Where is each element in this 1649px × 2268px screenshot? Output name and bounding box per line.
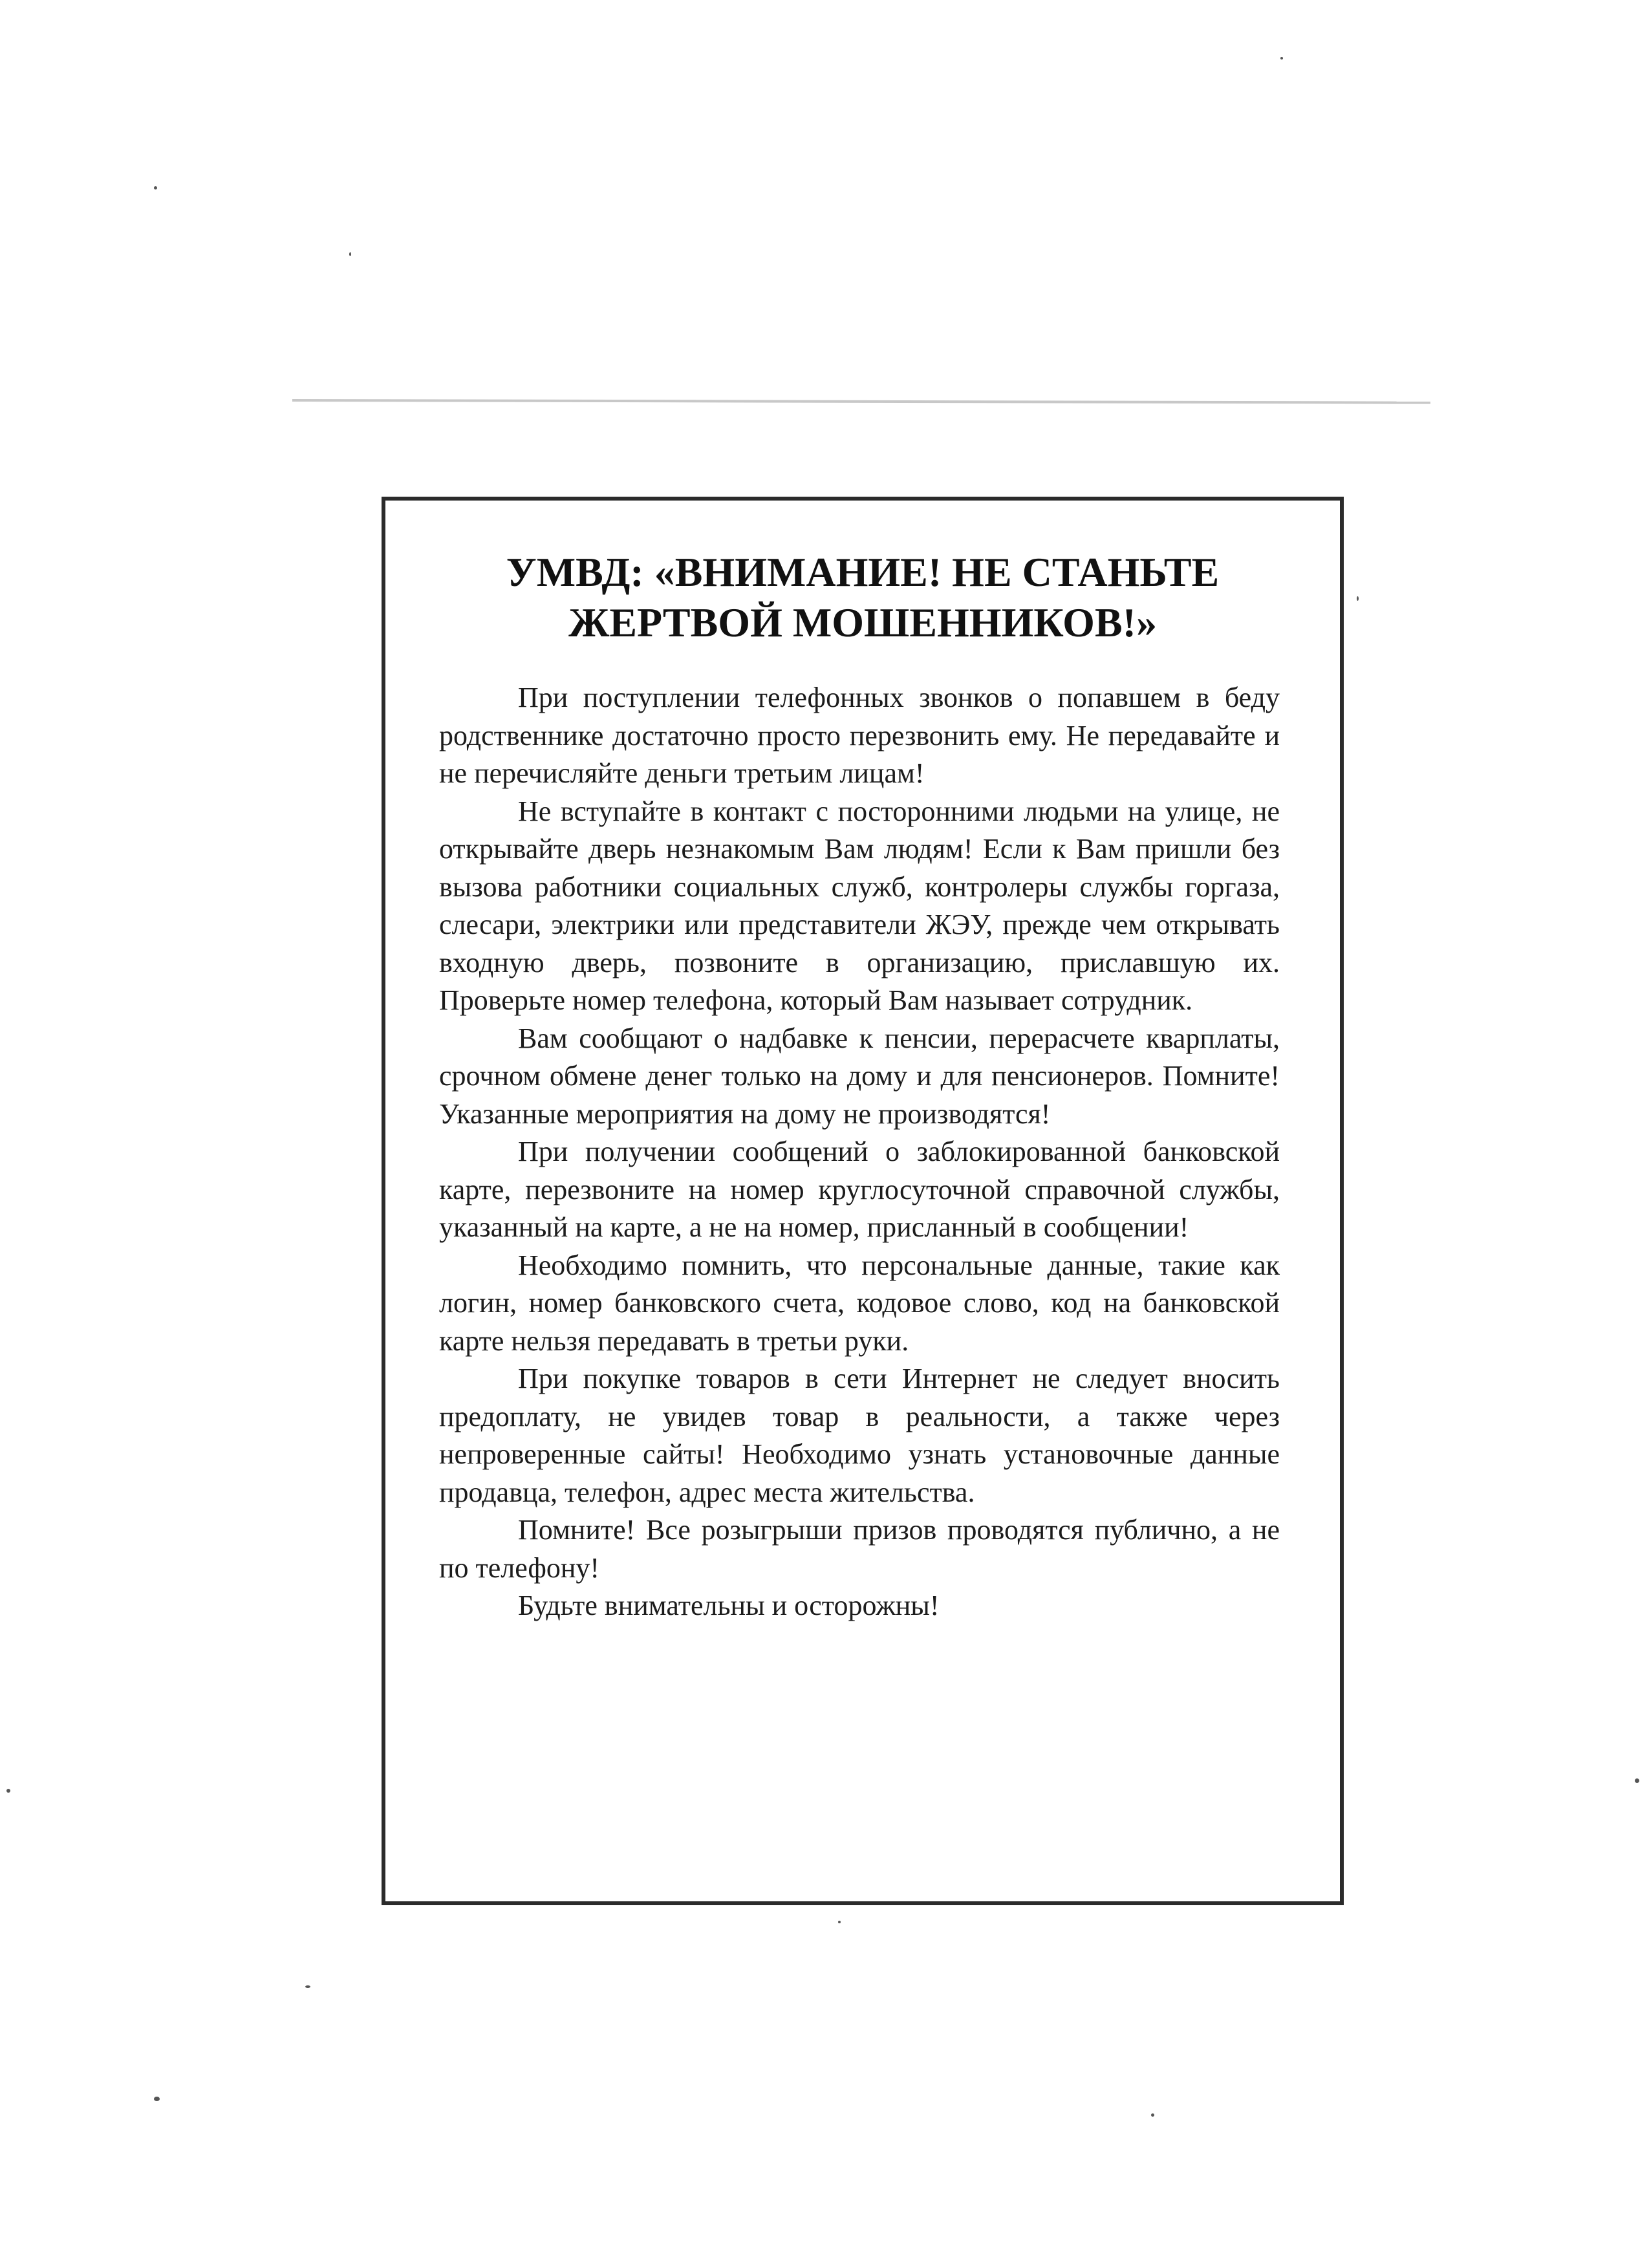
notice-paragraph: При поступлении телефонных звонков о попавшем в беду родственнике достаточно просто перезвонить ему. Не передавайте и не перечисляйте деньги третьим лицам! — [439, 682, 1280, 789]
scan-dust — [838, 1921, 841, 1923]
scan-dust — [1280, 57, 1283, 59]
scan-dust — [305, 1985, 310, 1988]
scan-dust — [1357, 596, 1359, 601]
scan-dust — [1151, 2113, 1154, 2117]
notice-frame — [382, 497, 1344, 1905]
scan-dust — [6, 1789, 10, 1793]
notice-paragraph: Необходимо помнить, что персональные данные, такие как логин, номер банковского счета, кодовое слово, код на банковской карте нельзя передавать в третьи руки. — [439, 1249, 1280, 1357]
notice-paragraph: При покупке товаров в сети Интернет не следует вносить предоплату, не увидев товар в реальности, а также через непроверенные сайты! Необходимо узнать установочные данные продавца, телефон, адрес места жительства. — [439, 1363, 1280, 1508]
notice-paragraph: При получении сообщений о заблокированной банковской карте, перезвоните на номер круглосуточной справочной службы, указанный на карте, а не на номер, присланный в сообщении! — [439, 1136, 1280, 1243]
scan-dust — [154, 2097, 160, 2101]
scan-dust — [349, 252, 351, 256]
notice-title-line-2: ЖЕРТВОЙ МОШЕННИКОВ!» — [568, 599, 1157, 645]
notice-paragraph: Будьте внимательны и осторожны! — [518, 1590, 940, 1621]
notice-paragraph: Не вступайте в контакт с посторонними людьми на улице, не открывайте дверь незнакомым Вам людям! Если к Вам пришли без вызова работники социальных служб, контролеры службы горгаза, слесари, электрики или представители ЖЭУ, прежде чем открывать входную дверь, позвоните в организацию, приславшую их. Проверьте номер телефона, который Вам называет сотрудник. — [439, 795, 1280, 1016]
notice-title — [385, 547, 1340, 648]
notice-body — [439, 679, 1280, 1625]
notice-paragraph: Вам сообщают о надбавке к пенсии, перерасчете кварплаты, срочном обмене денег только на дому и для пенсионеров. Помните! Указанные мероприятия на дому не производятся! — [439, 1022, 1280, 1130]
scan-dust — [154, 186, 157, 189]
scanned-page-edge — [292, 399, 1430, 404]
scan-dust — [1635, 1778, 1639, 1783]
notice-title-line-1: УМВД: «ВНИМАНИЕ! НЕ СТАНЬТЕ — [506, 549, 1220, 595]
notice-paragraph: Помните! Все розыгрыши призов проводятся публично, а не по телефону! — [439, 1514, 1280, 1584]
